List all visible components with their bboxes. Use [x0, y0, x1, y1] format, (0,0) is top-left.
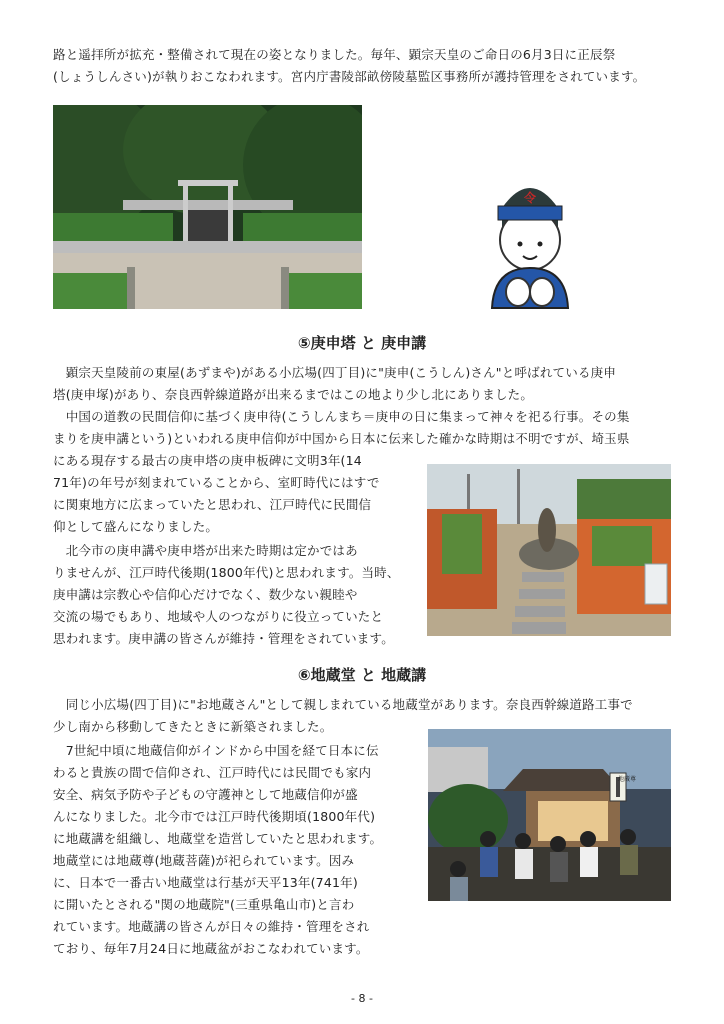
section-6-line: れています。地蔵講の皆さんが日々の維持・管理をされ — [53, 919, 370, 934]
section-5-line: まりを庚申講という)といわれる庚申信仰が中国から日本に伝来した確かな時期は不明ですが、埼玉県 — [53, 431, 630, 446]
section-5-line: 顕宗天皇陵前の東屋(あずまや)がある小広場(四丁目)に"庚申(こうしん)さん"と呼ばれている庚申 — [53, 365, 617, 380]
section-6-line: んになりました。北今市では江戸時代後期頃(1800年代) — [53, 809, 376, 824]
section-5-line: 中国の道教の民間信仰に基づく庚申待(こうしんまち＝庚申の日に集まって神々を祀る行事。その集 — [53, 409, 630, 424]
section-6-line: 安全、病気予防や子どもの守護神として地蔵信仰が盛 — [53, 787, 358, 802]
koshin-tower-photo — [427, 464, 671, 636]
section-5-line: 71年)の年号が刻まれていることから、室町時代にはすで — [53, 475, 380, 490]
section-5-title: ⑤庚申塔 と 庚申講 — [297, 334, 427, 352]
section-5-line: りませんが、江戸時代後期(1800年代)と思われます。当時、 — [53, 565, 400, 580]
section-5-line: 思われます。庚申講の皆さんが維持・管理をされています。 — [53, 631, 394, 646]
section-6-line: に開いたとされる"関の地蔵院"(三重県亀山市)と言わ — [53, 897, 355, 912]
section-6-title: ⑥地蔵堂 と 地蔵講 — [297, 666, 427, 684]
section-6-line: に地蔵講を組織し、地蔵堂を造営していたと思われます。 — [53, 831, 383, 846]
mascot-illustration — [480, 168, 580, 310]
section-5-line: 北今市の庚申講や庚申塔が出来た時期は定かではあ — [53, 543, 358, 558]
section-5-line: に関東地方に広まっていたと思われ、江戸時代に民間信 — [53, 497, 372, 512]
section-5-line: 塔(庚申塚)があり、奈良西幹線道路が出来るまではこの地より少し北にありました。 — [53, 387, 534, 402]
mausoleum-photo — [53, 105, 362, 309]
lantern-label: 地蔵尊 — [618, 776, 637, 783]
section-6-line: 7世紀中頃に地蔵信仰がインドから中国を経て日本に伝 — [53, 743, 379, 758]
section-5-line: 庚申講は宗教心や信仰心だけでなく、数少ない親睦や — [53, 587, 358, 602]
section-6-line: 少し南から移動してきたときに新築されました。 — [53, 719, 333, 734]
section-6-line: 地蔵堂には地蔵尊(地蔵菩薩)が祀られています。因み — [53, 853, 355, 868]
section-6-line: に、日本で一番古い地蔵堂は行基が天平13年(741年) — [53, 875, 358, 890]
intro-line-2: (しょうしんさい)が執りおこなわれます。宮内庁書陵部畝傍陵墓監区事務所が護持管理をされています。 — [53, 69, 646, 84]
section-6-line: ており、毎年7月24日に地蔵盆がおこなわれています。 — [53, 941, 369, 956]
jizo-hall-photo — [428, 729, 671, 901]
section-5-line: にある現存する最古の庚申塔の庚申板碑に文明3年(14 — [53, 453, 362, 468]
headband-emblem: 令 — [523, 191, 537, 205]
section-6-line: わると貴族の間で信仰され、江戸時代には民間でも家内 — [53, 765, 372, 780]
section-6-line: 同じ小広場(四丁目)に"お地蔵さん"として親しまれている地蔵堂があります。奈良西幹線道路工事で — [53, 697, 633, 712]
section-5-line: 交流の場でもあり、地域や人のつながりに役立っていたと — [53, 609, 384, 624]
section-5-line: 仰として盛んになりました。 — [53, 519, 219, 534]
intro-line-1: 路と遥拝所が拡充・整備されて現在の姿となりました。毎年、顕宗天皇のご命日の6月3日に正辰祭 — [53, 47, 616, 62]
page-number: - 8 - — [351, 992, 373, 1005]
